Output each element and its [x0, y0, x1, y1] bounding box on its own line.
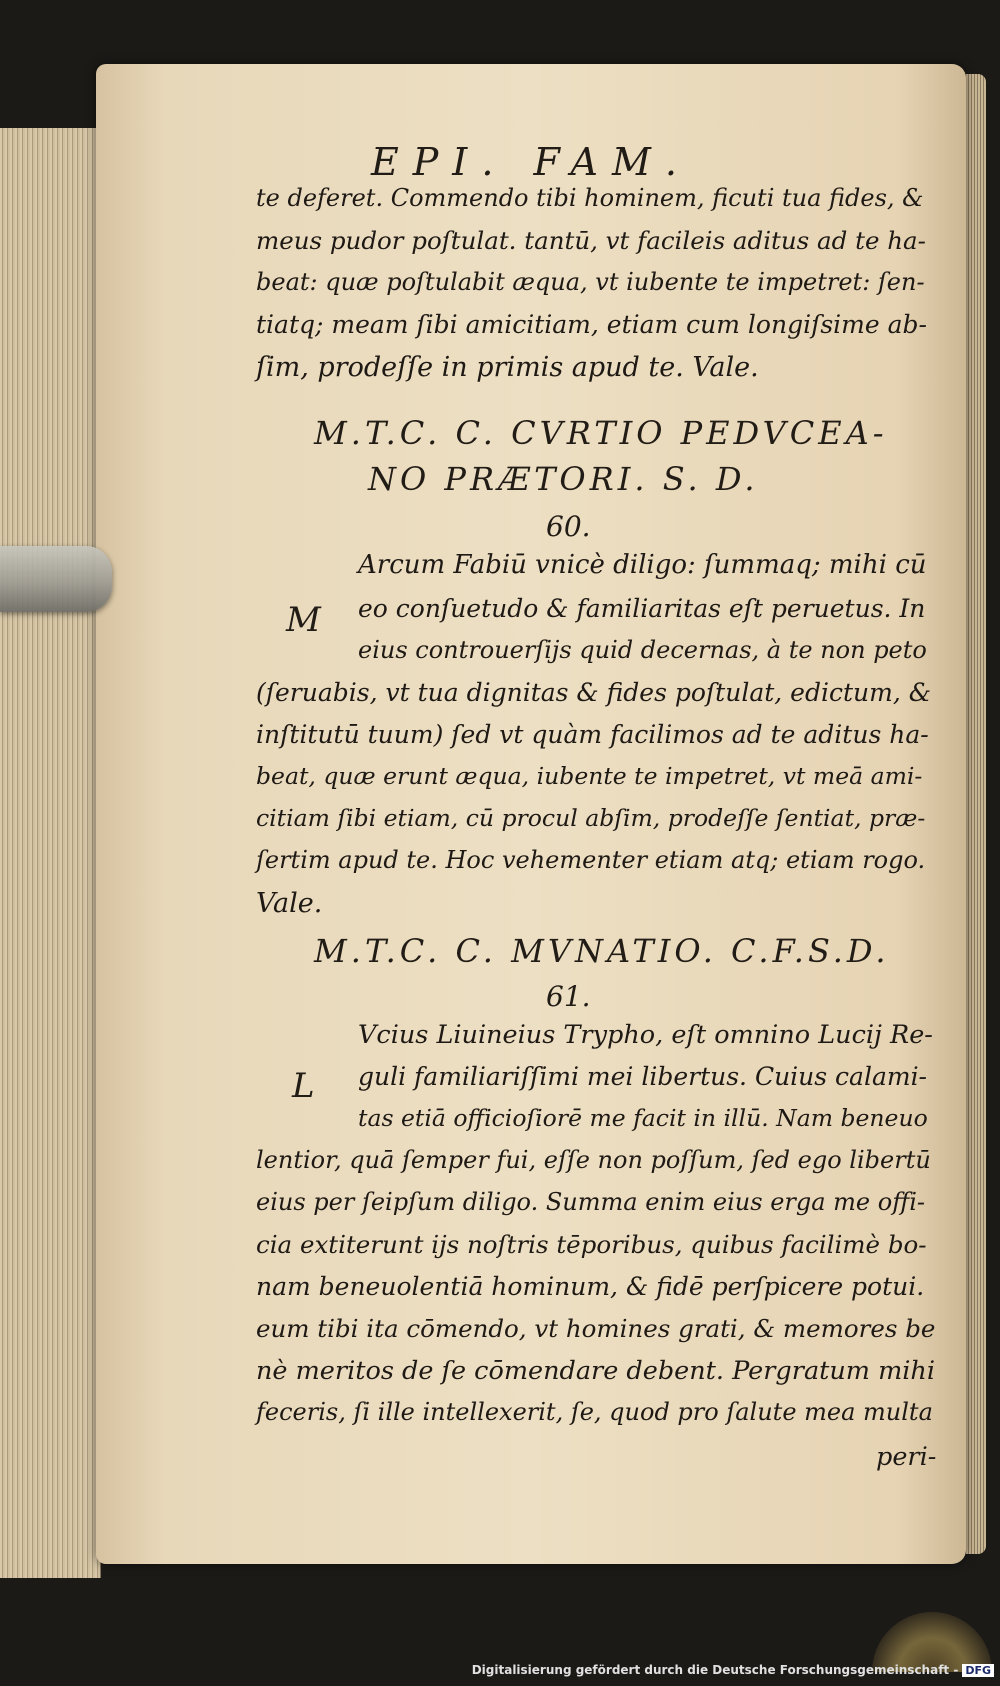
text-line: nam beneuolentiā hominum, & fidē perſpicere potui. [256, 1272, 925, 1301]
credit-text: Digitalisierung gefördert durch die Deutsche Forschungsgemeinschaft - [471, 1663, 959, 1677]
text-line: (ſeruabis, vt tua dignitas & fides poſtulat, edictum, & [256, 678, 931, 707]
text-line: tas etiā officioſiorē me facit in illū. Nam beneuo [358, 1104, 928, 1132]
text-line: beat, quæ erunt æqua, iubente te impetret, vt meā ami- [256, 762, 923, 790]
page-edges [0, 128, 101, 1578]
text-line: Arcum Fabiū vnicè diligo: ſummaq; mihi cū [358, 550, 927, 580]
text-line: eius per ſeipſum diligo. Summa enim eius erga me offi- [256, 1188, 925, 1216]
text-line: citiam ſibi etiam, cū procul abſim, prodeſſe ſentiat, præ- [256, 804, 926, 832]
letter-title: M.T.C. C. CVRTIO PEDVCEA- [314, 414, 888, 452]
text-line: eum tibi ita cōmendo, vt homines grati, & memores be [256, 1314, 936, 1343]
text-line: eo conſuetudo & familiaritas eſt peruetus. In [358, 594, 926, 623]
text-line: Vale. [256, 888, 323, 919]
text-line: meus pudor poſtulat. tantū, vt facileis aditus ad te ha- [256, 226, 926, 255]
text-line: nè meritos de ſe cōmendare debent. Pergratum mihi [256, 1356, 936, 1386]
text-line: ſim, prodeſſe in primis apud te. Vale. [256, 352, 759, 383]
text-line: lentior, quā ſemper fui, eſſe non poſſum, ſed ego libertū [256, 1146, 931, 1174]
book-page [96, 64, 966, 1564]
digitization-credit [472, 1663, 994, 1683]
catchword: peri- [876, 1442, 937, 1472]
text-line: beat: quæ poſtulabit æqua, vt iubente te impetret: ſen- [256, 268, 925, 296]
letter-number: 60. [546, 510, 591, 543]
bookmark-ribbon [0, 546, 112, 612]
text-line: inſtitutū tuum) ſed vt quàm facilimos ad te aditus ha- [256, 720, 929, 749]
running-title: EPI. FAM. [371, 140, 691, 184]
text-line: Vcius Liuineius Trypho, eſt omnino Lucij Re- [358, 1020, 933, 1050]
text-line: feceris, ſi ille intellexerit, ſe, quod pro ſalute mea multa [256, 1398, 933, 1426]
text-line: tiatq; meam ſibi amicitiam, etiam cum longiſsime ab- [256, 310, 927, 339]
text-line: te deferet. Commendo tibi hominem, ficuti tua fides, & [256, 184, 924, 212]
dfg-logo: DFG [962, 1664, 994, 1677]
text-line: ſertim apud te. Hoc vehementer etiam atq; etiam rogo. [256, 846, 926, 874]
drop-cap: L [292, 1066, 315, 1106]
text-line: guli familiariſſimi mei libertus. Cuius calami- [358, 1062, 928, 1091]
fore-edge [966, 74, 986, 1554]
drop-cap: M [286, 600, 321, 640]
text-line: eius controuerſijs quid decernas, à te non peto [358, 636, 927, 664]
letter-title: NO PRÆTORI. S. D. [368, 460, 759, 498]
letter-number: 61. [546, 980, 591, 1013]
text-line: cia extiterunt ijs noſtris tēporibus, quibus facilimè bo- [256, 1230, 927, 1259]
letter-title: M.T.C. C. MVNATIO. C.F.S.D. [314, 932, 890, 970]
